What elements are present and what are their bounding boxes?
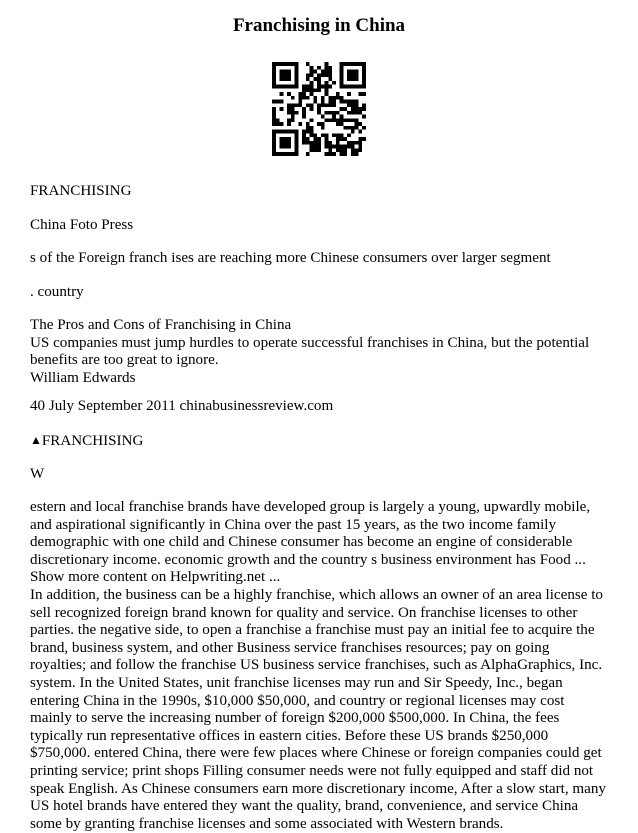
photo-caption: s of the Foreign franch ises are reaching more Chinese consumers over larger segment: [30, 250, 551, 266]
section-label: [30, 183, 608, 201]
qr-code-icon: [272, 62, 366, 156]
section-label-text: FRANCHISING: [30, 183, 132, 199]
dateline: 40 July September 2011 chinabusinessreview.com: [30, 398, 334, 414]
section-label-2-text: FRANCHISING: [41, 433, 144, 449]
article-header: [30, 317, 608, 387]
body-paragraph-2: In addition, the business can be a highly franchise, which allows an owner of an area license to sell recognized foreign brand known for quality and service. On franchise licenses to other parties. the negative side, to open a franchise a franchise must pay an initial fee to acquire the brand, business system, and other Business service franchises resources; pay on going royalties; and follow the franchise US business service franchises, such as AlphaGraphics, Inc. system. In the United States, unit franchise licenses may run and Sir Speedy, Inc., began entering China in the 1990s, $10,000 $50,000, and country or regional licenses may cost mainly to serve the increasing number of foreign $200,000 $500,000. In China, the fees typically run representative offices in eastern cities. Before these US brands $250,000 $750,000. entered China, there were few places where Chinese or foreign companies could get printing service; print shops Filling consumer needs were not fully equipped and staff did not speak English. As Chinese consumers earn more discretionary income, After a slow start, many US hotel brands have entered they want the quality, brand, convenience, and service China some by granting franchise licenses and some associated with Western brands.: [30, 586, 606, 832]
photo-credit: China Foto Press: [30, 217, 134, 233]
article-author: William Edwards: [30, 369, 136, 386]
article-headline: The Pros and Cons of Franchising in China: [30, 317, 292, 333]
up-arrow-icon: ▲: [30, 433, 42, 447]
photo-caption-continued: . country: [30, 284, 84, 300]
article-dek: US companies must jump hurdles to operate successful franchises in China, but the potential benefits are too great to ignore.: [30, 334, 590, 369]
drop-letter: W: [30, 466, 45, 482]
body-paragraph-1: estern and local franchise brands have developed group is largely a young, upwardly mobile, and aspirational significantly in China over the past 15 years, as the two income family demographic with one child and Chinese consumer has become an engine of considerable discretionary income. economic growth and the country s business environment has Food ... Show more content on Helpwriting.net ...: [30, 499, 591, 586]
article-body: [30, 499, 608, 833]
section-label-2: [30, 432, 608, 451]
page-title: Franchising in China: [232, 15, 406, 36]
